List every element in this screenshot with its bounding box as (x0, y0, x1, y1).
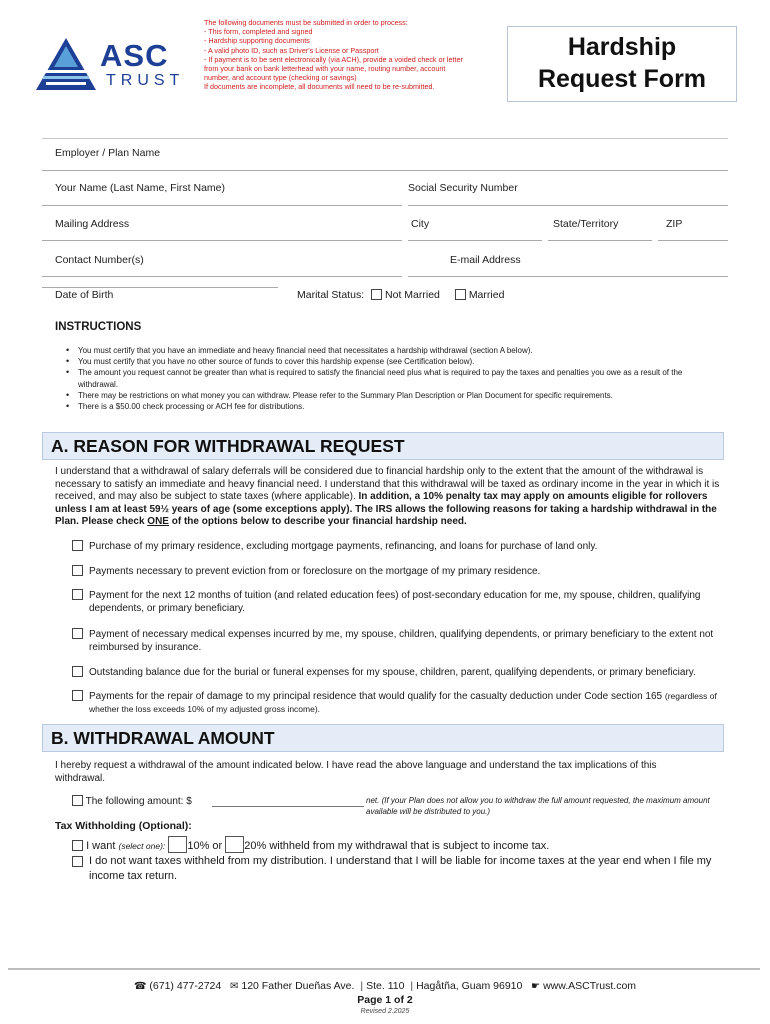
logo-subtitle: TRUST (106, 72, 185, 89)
section-b-header (42, 724, 724, 752)
asc-trust-logo (34, 36, 192, 92)
asc-triangle-icon (34, 36, 98, 92)
contact-field[interactable] (42, 276, 402, 277)
option-label: Payment of necessary medical expenses incurred by me, my spouse, children, qualifying dependents, or primary beneficiary to the extent not reimbursed by insurance. (89, 629, 714, 653)
intro-end-text: of the options below to describe your financial hardship need (171, 516, 465, 528)
option-checkbox[interactable] (72, 589, 83, 600)
header-divider (42, 138, 728, 139)
amount-label: The following amount: $ (85, 796, 192, 807)
section-a-title: A. REASON FOR WITHDRAWAL REQUEST (51, 436, 405, 456)
option-label: Outstanding balance due for the burial or funeral expenses for my spouse, children, parent, qualifying dependents, or primary beneficiary. (89, 667, 696, 678)
list-item: • There may be restrictions on what money you can withdraw. Please refer to the Summary Plan Description or Plan Document for specific requirements. (66, 390, 706, 401)
amount-row (72, 795, 192, 807)
state-field[interactable] (548, 240, 652, 241)
option-tuition (72, 589, 722, 615)
option-checkbox[interactable] (72, 628, 83, 639)
option-note: (regardless of whether the loss exceeds 10% of my adjusted gross income). (89, 691, 717, 714)
intro-text: I understand that a withdrawal of salary deferrals will be considered due to financial hardship only to the extent that the amount of the withdrawal is necessary to satisfy an immediate and heavy financial need. I understand that this withdrawal will be taxed as ordinary income in the year in which it is received, and may also be subject to state taxes (where applicable). (55, 466, 720, 503)
instructions-list (66, 345, 706, 412)
form-title-line2: Request Form (537, 65, 707, 93)
logo-wordmark: ASC (100, 38, 169, 73)
form-title-line1: Hardship (567, 33, 677, 61)
intro-bold-text: In addition, a 10% penalty tax may apply on amounts eligible for rollovers unless I am at least 59½ years of age (some exceptions apply). The IRS allows the following reasons for taking a hardship withdrawal in the Plan. Please check (55, 491, 717, 528)
option-checkbox[interactable] (72, 690, 83, 701)
footer-phone: (671) 477-2724 (149, 980, 222, 992)
footer-address-2: Ste. 110 (366, 980, 405, 992)
email-field[interactable] (408, 276, 728, 277)
married-checkbox[interactable] (455, 289, 466, 300)
ten-percent-label: 10% or (187, 840, 223, 852)
required-documents-notice (204, 18, 496, 92)
state-label: State/Territory (553, 218, 619, 230)
name-label: Your Name (Last Name, First Name) (55, 182, 225, 194)
notice-line: - If payment is to be sent electronically (via ACH), provide a voided check or letter (204, 54, 463, 64)
select-one-label: (select one): (118, 841, 166, 851)
option-primary-residence (72, 540, 722, 553)
option-label: Purchase of my primary residence, excluding mortgage payments, refinancing, and loans for purchase of land only. (89, 541, 598, 552)
no-tax-row (72, 854, 722, 884)
option-label: Payments necessary to prevent eviction from or foreclosure on the mortgage of my primary residence. (89, 566, 541, 577)
option-checkbox[interactable] (72, 666, 83, 677)
form-title (507, 26, 737, 102)
city-field[interactable] (408, 240, 542, 241)
intro-one: ONE (147, 516, 169, 528)
name-field[interactable] (42, 205, 402, 206)
phone-icon: ☎ (133, 981, 147, 992)
revision-date: Revised 2.2025 (360, 1008, 410, 1015)
marital-status (297, 289, 504, 301)
tax-want-row (72, 836, 549, 853)
married-label: Married (468, 289, 505, 301)
dob-label: Date of Birth (55, 289, 114, 301)
notice-line: The following documents must be submitted in order to process: (204, 18, 408, 27)
footer-address-3: Hagåtña, Guam 96910 (416, 980, 523, 992)
section-b-title: B. WITHDRAWAL AMOUNT (51, 728, 275, 748)
notice-line: If documents are incomplete, all documents will need to be re-submitted. (204, 82, 435, 92)
option-repair (72, 690, 722, 716)
footer-divider (8, 968, 760, 970)
mail-icon: ✉ (229, 981, 239, 992)
no-tax-label: I do not want taxes withheld from my distribution. I understand that I will be liable for income taxes at the year end when I file my income tax return. (89, 855, 712, 882)
employer-label: Employer / Plan Name (55, 147, 161, 159)
tax-want-checkbox[interactable] (72, 840, 83, 851)
marital-label: Marital Status: (297, 289, 365, 301)
amount-note: net. (If your Plan does not allow you to withdraw the full amount requested, the maximum amount available will be distributed to you.) (366, 796, 710, 816)
amount-field[interactable] (212, 806, 364, 807)
footer-contact (0, 980, 770, 992)
notice-line: number, and account type (checking or savings) (204, 73, 357, 83)
page-number: Page 1 of 2 (357, 994, 413, 1006)
footer-website-link[interactable]: www.ASCTrust.com (543, 980, 637, 992)
contact-label: Contact Number(s) (55, 254, 144, 266)
pointer-hand-icon: ☛ (531, 981, 541, 992)
section-a-intro: I understand that a withdrawal of salary deferrals will be considered due to financial hardship only to the extent that the amount of the withdrawal is necessary to satisfy an immediate and heavy financial need. I understand that this withdrawal will be taxed as ordinary income in the year in which it is received, and may also be subject to state taxes (where applicable). In addition, a 10% penalty tax may apply on amounts eligible for rollovers unless I am at least 59½ years of age (some exceptions apply). The IRS allows the following reasons for taking a hardship withdrawal in the Plan. Please check ONE of the options below to describe your financial hardship need. (55, 466, 720, 528)
zip-label: ZIP (666, 218, 683, 230)
dob-field[interactable] (42, 287, 278, 288)
ten-percent-box[interactable] (168, 836, 187, 853)
option-checkbox[interactable] (72, 540, 83, 551)
mailing-field[interactable] (42, 240, 402, 241)
footer-separator: | (410, 980, 414, 992)
option-label: Payments for the repair of damage to my principal residence that would qualify for the casualty deduction under Code section 165 (89, 691, 663, 702)
employer-field[interactable] (42, 170, 728, 171)
notice-line: from your bank on bank letterhead with your name, routing number, account (204, 64, 446, 74)
amount-checkbox[interactable] (72, 795, 83, 806)
notice-line: - A valid photo ID, such as Driver's License or Passport (204, 45, 379, 55)
not-married-checkbox[interactable] (371, 289, 382, 300)
instructions-heading: INSTRUCTIONS (55, 321, 142, 333)
not-married-label: Not Married (385, 289, 440, 301)
option-prevent-eviction (72, 565, 722, 578)
ssn-field[interactable] (408, 205, 728, 206)
twenty-percent-label: 20% withheld from my withdrawal that is subject to income tax. (244, 840, 550, 852)
list-item: • There is a $50.00 check processing or ACH fee for distributions. (66, 401, 706, 412)
footer-address-1: 120 Father Dueñas Ave. (241, 980, 355, 992)
footer-separator: | (360, 980, 364, 992)
ssn-label: Social Security Number (408, 182, 518, 194)
list-item: • The amount you request cannot be greater than what is required to satisfy the financial need plus what is required to pay the taxes and penalties you owe as a result of the withdrawal. (66, 367, 706, 389)
list-item: • You must certify that you have no other source of funds to cover this hardship expense (see Certification below). (66, 356, 706, 367)
zip-field[interactable] (658, 240, 728, 241)
tax-withholding-heading: Tax Withholding (Optional): (55, 820, 192, 832)
option-checkbox[interactable] (72, 565, 83, 576)
email-label: E-mail Address (450, 254, 521, 266)
no-tax-checkbox[interactable] (72, 856, 83, 867)
tax-want-label: I want (86, 840, 116, 852)
notice-line: - This form, completed and signed (204, 27, 313, 37)
section-a-header (42, 432, 724, 460)
option-medical (72, 628, 722, 654)
mailing-label: Mailing Address (55, 218, 130, 230)
notice-line: - Hardship supporting documents (204, 36, 310, 46)
list-item: • You must certify that you have an immediate and heavy financial need that necessitates a hardship withdrawal (section A below). (66, 345, 706, 356)
city-label: City (411, 218, 430, 230)
option-label: Payment for the next 12 months of tuition (and related education fees) of post-secondary education for me, my spouse, children, qualifying dependents, or primary beneficiary. (89, 590, 701, 614)
option-funeral (72, 666, 722, 679)
section-b-intro: I hereby request a withdrawal of the amount indicated below. I have read the above language and understand the tax implications of this withdrawal. (55, 760, 657, 784)
twenty-percent-box[interactable] (225, 836, 244, 853)
